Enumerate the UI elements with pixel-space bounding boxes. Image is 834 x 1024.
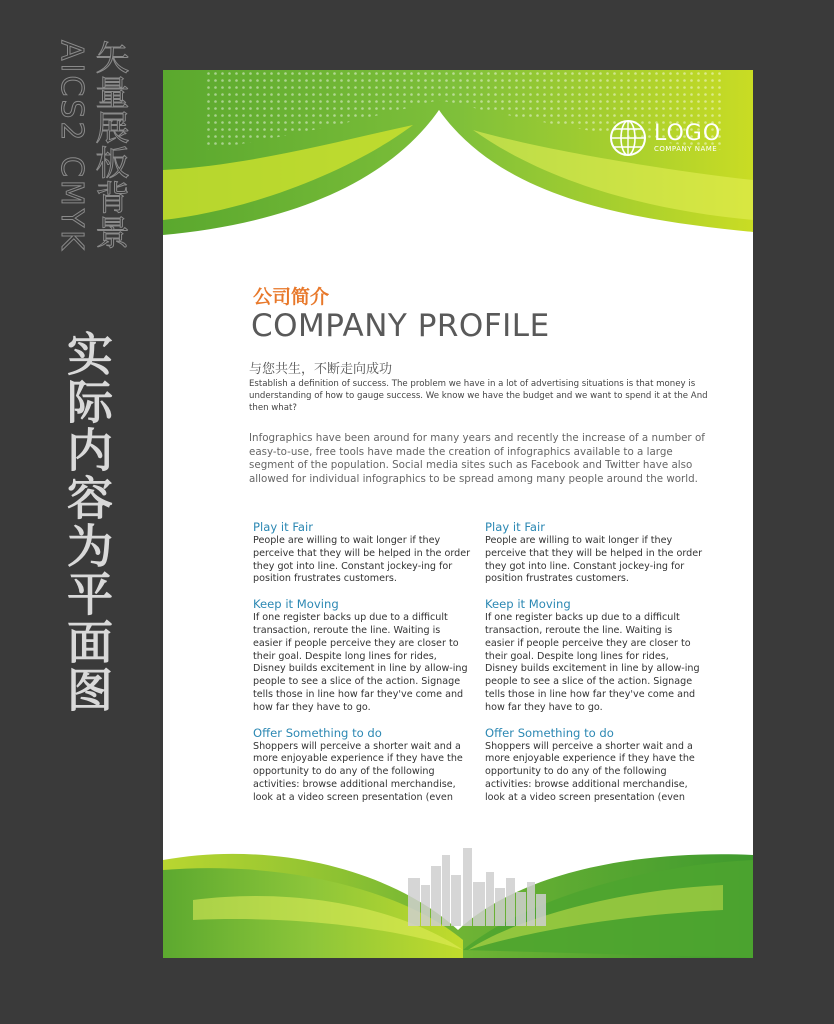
section-body: People are willing to wait longer if they perceive that they will be helped in the order they got into line. Constant jockey-ing for position frustrates customers. — [253, 535, 471, 585]
section — [253, 597, 471, 714]
side-solid-text: 实际内容为平面图 — [60, 330, 114, 714]
section-title: Keep it Moving — [485, 597, 571, 612]
company-logo — [608, 118, 721, 158]
section — [253, 726, 471, 805]
section — [485, 726, 703, 805]
profile-intro-2: Infographics have been around for many years and recently the increase of a number of easy-to-use, free tools have made the creation of infographics available to a large segment of the population. Social media sites such as Facebook and Twitter have also allowed for individual infographics to be spread among many people around the world. — [249, 432, 705, 485]
section-title: Offer Something to do — [253, 725, 382, 740]
poster — [163, 70, 753, 958]
profile-intro-1: Establish a definition of success. The problem we have in a lot of advertising situations is that money is understanding of how to gauge success. We know we have the budget and we want to spend it at the And then what? — [249, 379, 708, 413]
section-body: Shoppers will perceive a shorter wait and a more enjoyable experience if they have the opportunity to do any of the following activities: browse additional merchandise, look at a video screen presentation (even — [253, 740, 463, 803]
globe-icon — [608, 118, 648, 158]
left-column — [253, 520, 471, 816]
section-body: If one register backs up due to a difficult transaction, reroute the line. Waiting is easier if people perceive they are closer to their goal. Despite long lines for rides, Disney builds excitement in line by allow-ing people to see a slice of the action. Signage tells those in line how far they've come and how far they have to go. — [253, 612, 468, 713]
section-title: Play it Fair — [253, 520, 314, 534]
section-title: Offer Something to do — [485, 725, 614, 740]
poster-decoration — [163, 70, 753, 958]
side-outline-text — [52, 40, 128, 253]
section-body: Shoppers will perceive a shorter wait and a more enjoyable experience if they have the opportunity to do any of the following activities: browse additional merchandise, look at a video screen presentation (even — [485, 740, 695, 803]
profile-en-title: COMPANY PROFILE — [251, 308, 550, 344]
section — [485, 597, 703, 714]
section-title: Play it Fair — [485, 520, 546, 534]
section-body: People are willing to wait longer if they perceive that they will be helped in the order they got into line. Constant jockey-ing for position frustrates customers. — [485, 535, 703, 585]
section — [253, 520, 471, 586]
city-skyline — [408, 848, 546, 926]
profile-cn-title: 公司简介 — [253, 286, 330, 308]
section — [485, 520, 703, 586]
section-body: If one register backs up due to a difficult transaction, reroute the line. Waiting is easier if people perceive they are closer to their goal. Despite long lines for rides, Disney builds excitement in line by allow-ing people to see a slice of the action. Signage tells those in line how far they've come and how far they have to go. — [485, 612, 700, 713]
side-outline-en: AICS2 CMYK — [54, 40, 89, 253]
side-outline-cn: 矢量展板背景 — [89, 40, 129, 250]
section-title: Keep it Moving — [253, 597, 339, 612]
logo-subtitle: COMPANY NAME — [654, 145, 718, 153]
logo-title: LOGO — [654, 121, 722, 146]
right-column — [485, 520, 703, 816]
profile-slogan: 与您共生，不断走向成功 — [249, 362, 393, 377]
